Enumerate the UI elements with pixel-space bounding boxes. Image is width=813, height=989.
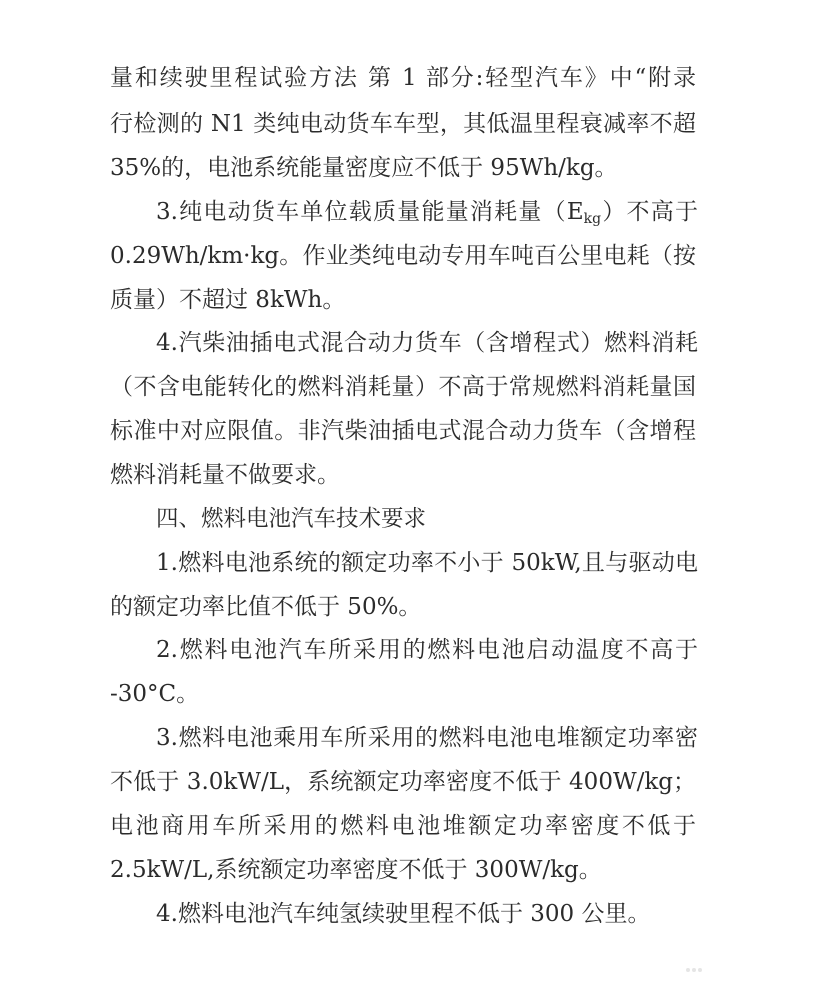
text-fragment: ）不高于 <box>601 199 698 225</box>
text-line: 质量）不超过 8kWh。 <box>110 287 346 313</box>
subscript-kg: kg <box>583 211 602 227</box>
text-line: 2.5kW/L,系统额定功率密度不低于 300W/kg。 <box>110 857 602 883</box>
text-line: 量和续驶里程试验方法 第 1 部分:轻型汽车》中“附录 <box>110 65 696 91</box>
text-line: -30°C。 <box>110 681 200 707</box>
text-line: 3.燃料电池乘用车所采用的燃料电池电堆额定功率密 <box>156 725 698 751</box>
text-line: 行检测的 N1 类纯电动货车车型，其低温里程衰减率不超 <box>110 111 696 137</box>
text-line: 4.燃料电池汽车纯氢续驶里程不低于 300 公里。 <box>156 901 651 927</box>
text-line: 的额定功率比值不低于 50%。 <box>110 594 422 620</box>
text-line: 4.汽柴油插电式混合动力货车（含增程式）燃料消耗 <box>156 330 698 356</box>
section-heading: 四、燃料电池汽车技术要求 <box>156 506 427 532</box>
text-line: （不含电能转化的燃料消耗量）不高于常规燃料消耗量国 <box>110 374 696 400</box>
text-line: 35%的，电池系统能量密度应不低于 95Wh/kg。 <box>110 155 618 181</box>
text-line: 标准中对应限值。非汽柴油插电式混合动力货车（含增程 <box>110 418 696 444</box>
text-line: 1.燃料电池系统的额定功率不小于 50kW,且与驱动电 <box>156 550 698 576</box>
text-line <box>156 196 698 228</box>
text-line: 不低于 3.0kW/L，系统额定功率密度不低于 400W/kg； <box>110 769 696 795</box>
text-line: 2.燃料电池汽车所采用的燃料电池启动温度不高于 <box>156 637 698 663</box>
text-line: 电池商用车所采用的燃料电池堆额定功率密度不低于 <box>110 813 696 839</box>
text-fragment: 3.纯电动货车单位载质量能量消耗量（E <box>156 199 584 225</box>
text-line: 0.29Wh/km·kg。作业类纯电动专用车吨百公里电耗（按 <box>110 243 696 269</box>
text-line: 燃料消耗量不做要求。 <box>110 462 340 488</box>
faint-mark-icon <box>685 965 703 975</box>
